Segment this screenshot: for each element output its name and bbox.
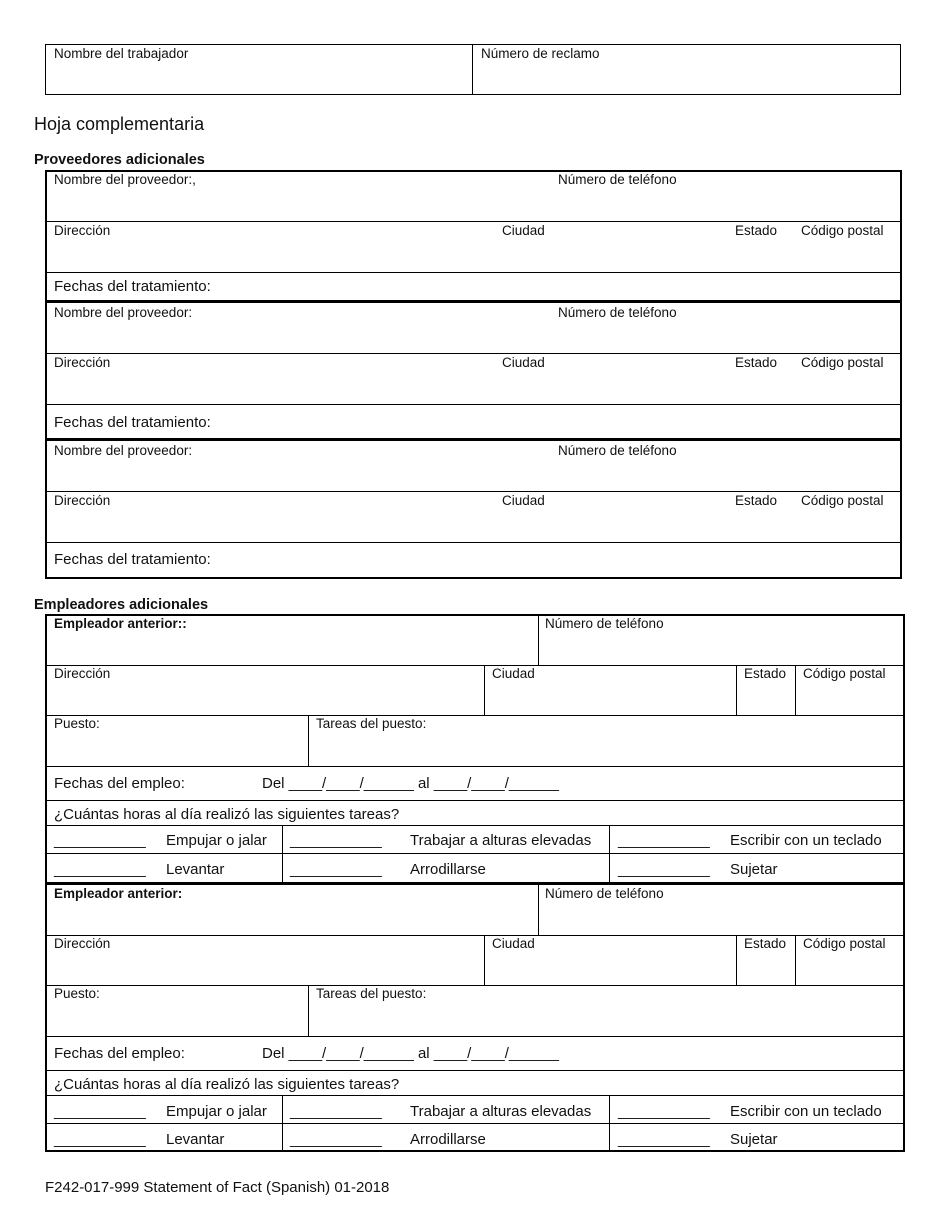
hours-question: ¿Cuántas horas al día realizó las siguientes tareas?	[54, 806, 400, 823]
employer-phone-field[interactable]: Número de teléfono	[545, 886, 664, 901]
divider	[795, 665, 796, 715]
provider-city-field[interactable]: Ciudad	[502, 355, 545, 370]
form-footer: F242-017-999 Statement of Fact (Spanish) 01-2018	[45, 1179, 390, 1196]
provider-dates-field[interactable]: Fechas del tratamiento:	[54, 278, 211, 295]
provider-address-field[interactable]: Dirección	[54, 355, 111, 370]
hours-input[interactable]: ___________	[290, 1103, 382, 1120]
divider	[46, 221, 901, 222]
worker-name-field[interactable]: Nombre del trabajador	[54, 46, 189, 61]
divider	[46, 404, 901, 405]
task-label: Arrodillarse	[410, 861, 486, 878]
provider-name-field[interactable]: Nombre del proveedor:	[54, 443, 193, 458]
divider	[46, 825, 904, 826]
divider	[46, 542, 901, 543]
divider	[46, 985, 904, 986]
block-separator	[46, 882, 904, 885]
divider	[795, 935, 796, 985]
employment-dates-label: Fechas del empleo:	[54, 775, 185, 792]
divider	[538, 615, 539, 665]
hours-input[interactable]: ___________	[618, 1131, 710, 1148]
divider	[46, 766, 904, 767]
provider-state-field[interactable]: Estado	[735, 223, 778, 238]
employer-position-field[interactable]: Puesto:	[54, 986, 100, 1001]
employer-position-field[interactable]: Puesto:	[54, 716, 100, 731]
employer-name-field[interactable]: Empleador anterior::	[54, 616, 187, 631]
divider	[484, 935, 485, 985]
task-label: Arrodillarse	[410, 1131, 486, 1148]
employer-city-field[interactable]: Ciudad	[492, 936, 535, 951]
provider-state-field[interactable]: Estado	[735, 355, 778, 370]
claim-number-field[interactable]: Número de reclamo	[481, 46, 600, 61]
employer-state-field[interactable]: Estado	[744, 666, 787, 681]
provider-phone-field[interactable]: Número de teléfono	[558, 305, 677, 320]
hours-input[interactable]: ___________	[54, 832, 146, 849]
employer-duties-field[interactable]: Tareas del puesto:	[316, 986, 427, 1001]
employer-duties-field[interactable]: Tareas del puesto:	[316, 716, 427, 731]
task-label: Sujetar	[730, 1131, 778, 1148]
divider	[46, 853, 904, 854]
divider	[46, 272, 901, 273]
divider	[46, 1036, 904, 1037]
divider	[46, 491, 901, 492]
provider-zip-field[interactable]: Código postal	[801, 223, 884, 238]
hours-input[interactable]: ___________	[290, 1131, 382, 1148]
hours-input[interactable]: ___________	[618, 1103, 710, 1120]
task-label: Escribir con un teclado	[730, 1103, 882, 1120]
employer-phone-field[interactable]: Número de teléfono	[545, 616, 664, 631]
provider-name-field[interactable]: Nombre del proveedor:,	[54, 172, 196, 187]
provider-zip-field[interactable]: Código postal	[801, 355, 884, 370]
providers-heading: Proveedores adicionales	[34, 152, 205, 168]
employers-heading: Empleadores adicionales	[34, 597, 209, 613]
provider-name-field[interactable]: Nombre del proveedor:	[54, 305, 193, 320]
provider-phone-field[interactable]: Número de teléfono	[558, 443, 677, 458]
provider-address-field[interactable]: Dirección	[54, 493, 111, 508]
task-label: Empujar o jalar	[166, 1103, 267, 1120]
divider	[46, 800, 904, 801]
page-title: Hoja complementaria	[34, 114, 205, 134]
provider-state-field[interactable]: Estado	[735, 493, 778, 508]
divider	[736, 935, 737, 985]
employer-city-field[interactable]: Ciudad	[492, 666, 535, 681]
divider	[46, 1070, 904, 1071]
hours-question: ¿Cuántas horas al día realizó las siguientes tareas?	[54, 1076, 400, 1093]
task-label: Sujetar	[730, 861, 778, 878]
task-label: Levantar	[166, 861, 225, 878]
divider	[472, 44, 473, 95]
task-label: Trabajar a alturas elevadas	[410, 1103, 592, 1120]
employment-dates-label: Fechas del empleo:	[54, 1045, 185, 1062]
hours-input[interactable]: ___________	[618, 832, 710, 849]
employer-zip-field[interactable]: Código postal	[803, 936, 886, 951]
hours-input[interactable]: ___________	[54, 1131, 146, 1148]
provider-dates-field[interactable]: Fechas del tratamiento:	[54, 414, 211, 431]
employer-zip-field[interactable]: Código postal	[803, 666, 886, 681]
hours-input[interactable]: ___________	[290, 832, 382, 849]
employer-state-field[interactable]: Estado	[744, 936, 787, 951]
divider	[308, 985, 309, 1036]
provider-zip-field[interactable]: Código postal	[801, 493, 884, 508]
divider	[46, 1095, 904, 1096]
block-separator	[46, 438, 901, 441]
provider-phone-field[interactable]: Número de teléfono	[558, 172, 677, 187]
employment-dates-input[interactable]: Del ____/____/______ al ____/____/______	[262, 1045, 559, 1062]
provider-dates-field[interactable]: Fechas del tratamiento:	[54, 551, 211, 568]
divider	[308, 715, 309, 766]
employment-dates-input[interactable]: Del ____/____/______ al ____/____/______	[262, 775, 559, 792]
divider	[484, 665, 485, 715]
employer-address-field[interactable]: Dirección	[54, 936, 111, 951]
task-label: Levantar	[166, 1131, 225, 1148]
divider	[46, 1123, 904, 1124]
provider-address-field[interactable]: Dirección	[54, 223, 111, 238]
provider-city-field[interactable]: Ciudad	[502, 493, 545, 508]
divider	[46, 353, 901, 354]
hours-input[interactable]: ___________	[290, 861, 382, 878]
employer-address-field[interactable]: Dirección	[54, 666, 111, 681]
hours-input[interactable]: ___________	[54, 861, 146, 878]
provider-city-field[interactable]: Ciudad	[502, 223, 545, 238]
task-label: Trabajar a alturas elevadas	[410, 832, 592, 849]
divider	[538, 885, 539, 935]
hours-input[interactable]: ___________	[54, 1103, 146, 1120]
divider	[46, 715, 904, 716]
block-separator	[46, 300, 901, 303]
hours-input[interactable]: ___________	[618, 861, 710, 878]
employer-name-field[interactable]: Empleador anterior:	[54, 886, 183, 901]
task-label: Empujar o jalar	[166, 832, 267, 849]
divider	[736, 665, 737, 715]
task-label: Escribir con un teclado	[730, 832, 882, 849]
